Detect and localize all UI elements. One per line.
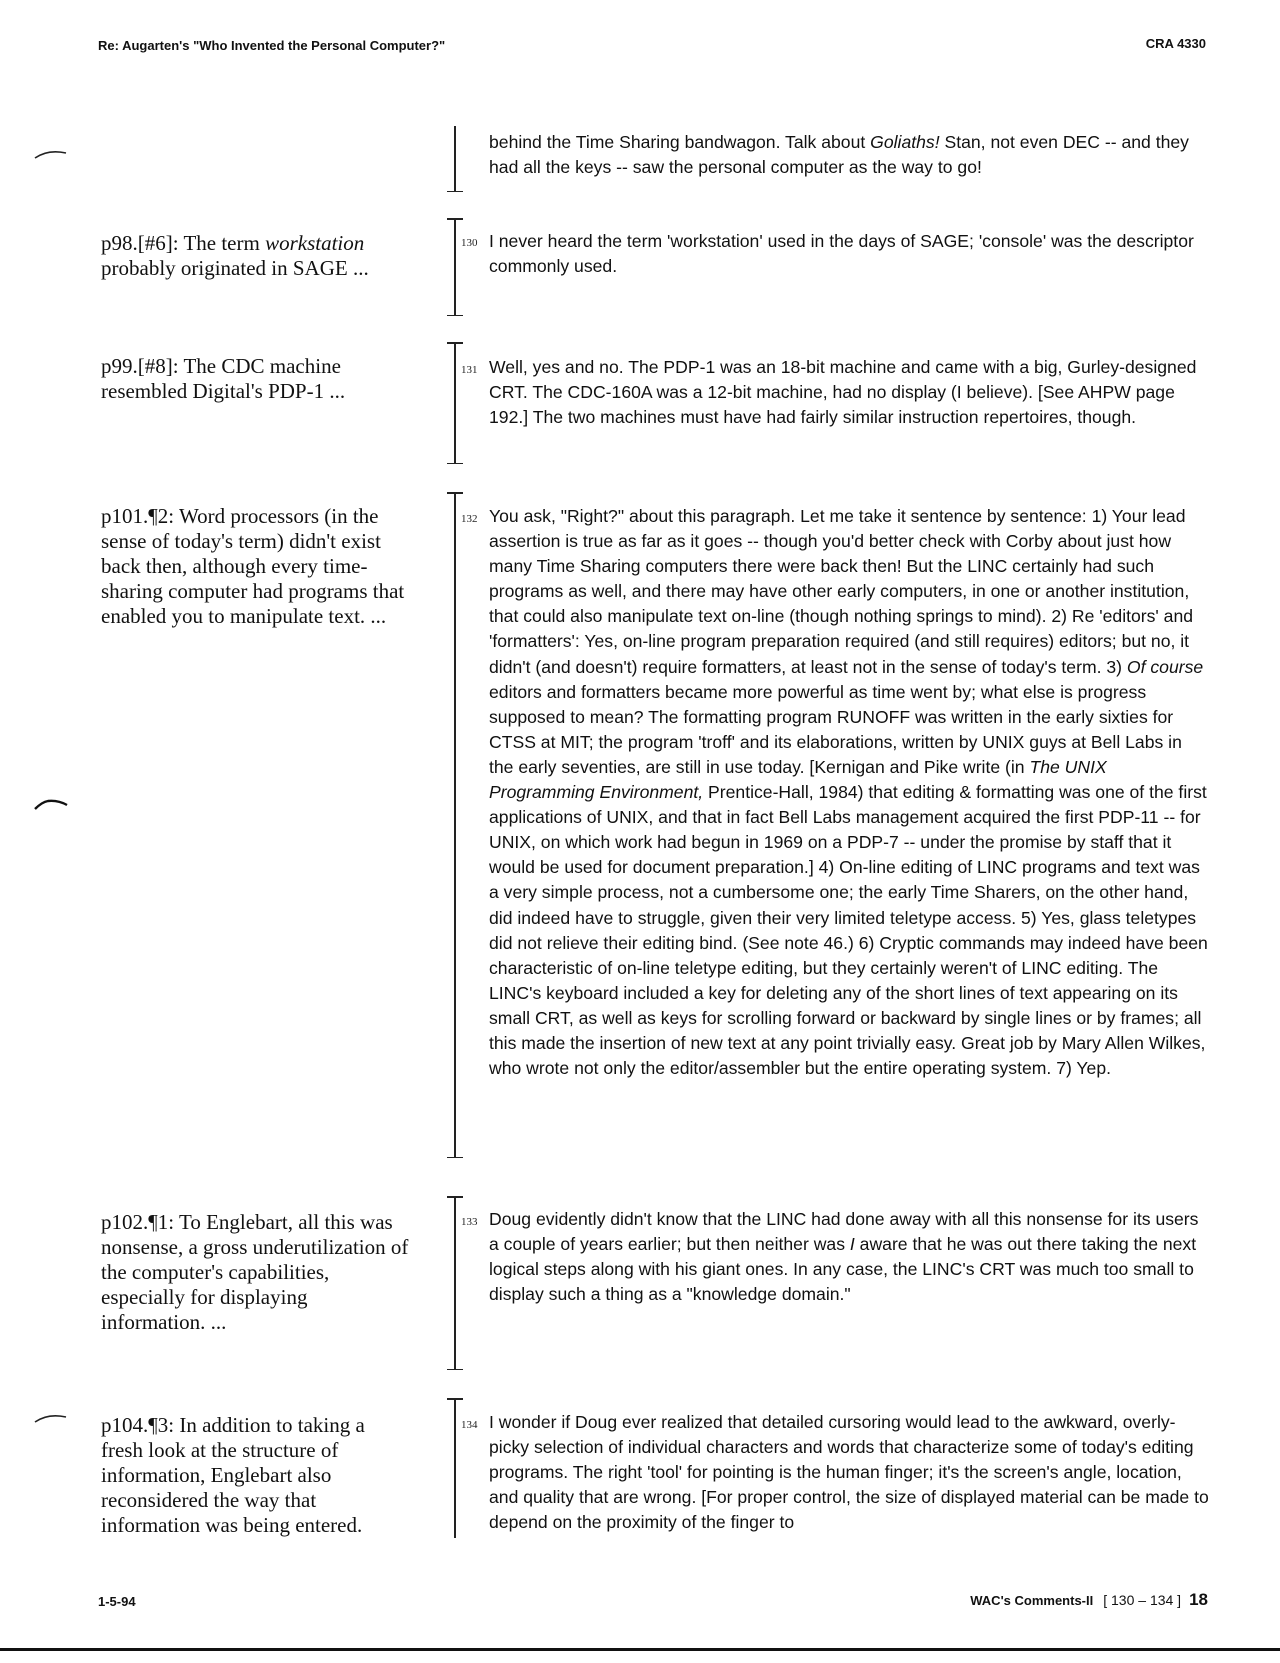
book-citation: p99.[#8]: The CDC machine resembled Digital's PDP-1 ...: [101, 354, 346, 403]
footer-series: WAC's Comments-II [ 130 – 134 ] 18: [970, 1590, 1208, 1609]
page-number: 18: [1189, 1590, 1208, 1609]
margin-mark: [34, 148, 68, 160]
comment-text: I wonder if Doug ever realized that detailed cursoring would lead to the awkward, overly-picky selection of individual characters and words that characterize some of today's editing programs. The right 'tool' for pointing is the human finger; it's the screen's angle, location, and quality that are wrong. [For proper control, the size of displayed material can be made to depend on the proximity of the finger to: [489, 1412, 1209, 1533]
comment-number: 134: [461, 1419, 478, 1431]
change-bar: [447, 342, 463, 464]
comment-text: Well, yes and no. The PDP-1 was an 18-bit machine and came with a big, Gurley-designed CRT. The CDC-160A was a 12-bit machine, had no display (I believe). [See AHPW page 192.] The two machines must have had fairly similar instruction repertoires, though.: [489, 357, 1197, 428]
margin-mark: [34, 798, 68, 810]
footer-date: 1-5-94: [98, 1594, 136, 1609]
comment-text: I never heard the term 'workstation' used in the days of SAGE; 'console' was the descriptor commonly used.: [489, 231, 1194, 277]
bottom-rule: [0, 1648, 1280, 1651]
comment-number: 133: [461, 1216, 478, 1228]
page-header-doc-id: CRA 4330: [1145, 36, 1206, 51]
comment-text: You ask, "Right?" about this paragraph. Let me take it sentence by sentence: 1) Your lead assertion is true as far as it goes -- though you'd better check with Corby about just how many Time Sharing computers there were back then! But the LINC certainly had such programs as well, and there may have other early computers, in one or another institution, that could also manipulate text on-line (though nothing springs to mind). 2) Re 'editors' and 'formatters': Yes, on-line program preparation required (and still requires) editors; but no, it didn't (and doesn't) require formatters, at least not in the sense of today's term. 3) Of course editors and formatters became more powerful as time went by; what else is progress supposed to mean? The formatting program RUNOFF was written in the early sixties for CTSS at MIT; the program 'troff' and its elaborations, written by UNIX guys at Bell Labs in the early seventies, are still in use today. [Kernigan and Pike write (in The UNIX Programming Environment, Prentice-Hall, 1984) that editing & formatting was one of the first applications of UNIX, and that in fact Bell Labs management acquired the first PDP-11 -- for UNIX, on which work had begun in 1969 on a PDP-7 -- under the promise by staff that it would be used for document preparation.] 4) On-line editing of LINC programs and text was a very simple process, not a cumbersome one; the early Time Sharers, on the other hand, did indeed have to struggle, given their very limited teletype access. 5) Yes, glass teletypes did not relieve their editing bind. (See note 46.) 6) Cryptic commands may indeed have been characteristic of on-line teletype editing, but they certainly weren't of LINC editing. The LINC's keyboard included a key for deleting any of the short lines of text appearing on its small CRT, as well as keys for scrolling forward or backward by single lines or by frames; all this made the insertion of new text at any point trivially easy. Great job by Mary Allen Wilkes, who wrote not only the editor/assembler but the entire operating system. 7) Yep.: [489, 506, 1208, 1079]
comment-number: 130: [461, 237, 478, 249]
book-citation: p101.¶2: Word processors (in the sense of today's term) didn't exist back then, although every time-sharing computer had programs that enabled you to manipulate text. ...: [101, 504, 405, 628]
footer-range: [ 130 – 134 ]: [1103, 1592, 1182, 1608]
change-bar: [447, 126, 463, 192]
change-bar: [447, 218, 463, 316]
comment-text: Doug evidently didn't know that the LINC had done away with all this nonsense for its users a couple of years earlier; but then neither was I aware that he was out there taking the next logical steps along with his giant ones. In any case, the LINC's CRT was much too small to display such a thing as a "knowledge domain.": [489, 1209, 1199, 1305]
margin-mark: [34, 1412, 68, 1424]
book-citation: p102.¶1: To Englebart, all this was nonsense, a gross underutilization of the computer's capabilities, especially for displaying information. ...: [101, 1210, 409, 1334]
comment-number: 132: [461, 513, 478, 525]
book-citation: p104.¶3: In addition to taking a fresh look at the structure of information, Englebart also reconsidered the way that information was being entered.: [101, 1413, 365, 1537]
comment-text: behind the Time Sharing bandwagon. Talk about Goliaths! Stan, not even DEC -- and they had all the keys -- saw the personal computer as the way to go!: [489, 132, 1189, 178]
book-citation: p98.[#6]: The term workstation probably originated in SAGE ...: [101, 231, 369, 280]
page-header-title: Re: Augarten's "Who Invented the Personal Computer?": [98, 38, 446, 53]
comment-number: 131: [461, 364, 478, 376]
change-bar: [447, 492, 463, 1158]
